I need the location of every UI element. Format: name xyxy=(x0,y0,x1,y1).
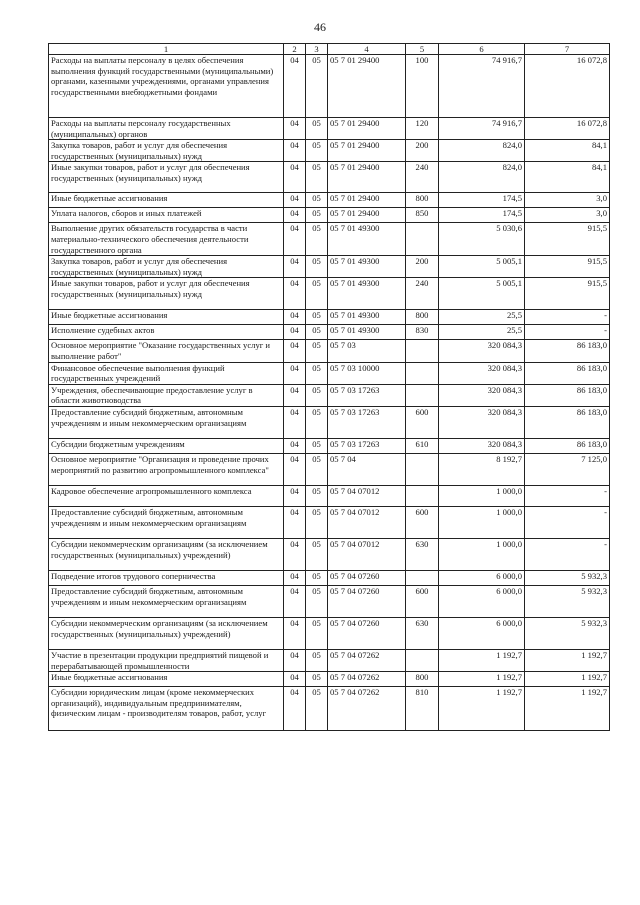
amount-plan-cell: 320 084,3 xyxy=(439,438,525,453)
expense-type-cell: 800 xyxy=(406,310,439,325)
table-row xyxy=(49,340,610,362)
expense-type-cell: 240 xyxy=(406,278,439,310)
table-row xyxy=(49,256,610,278)
target-article-cell: 05 7 04 07262 xyxy=(328,687,406,731)
row-name-cell: Исполнение судебных актов xyxy=(49,325,284,340)
table-row xyxy=(49,55,610,118)
section-code-cell: 04 xyxy=(284,362,306,384)
row-name-cell: Предоставление субсидий бюджетным, автономным учреждениям и иным некоммерческим организациям xyxy=(49,585,284,617)
row-name-cell: Иные бюджетные ассигнования xyxy=(49,193,284,208)
section-code-cell: 04 xyxy=(284,570,306,585)
expense-type-cell xyxy=(406,485,439,506)
target-article-cell: 05 7 04 07262 xyxy=(328,649,406,671)
column-number-header: 3 xyxy=(306,44,328,55)
target-article-cell: 05 7 03 xyxy=(328,340,406,362)
amount-plan-cell: 320 084,3 xyxy=(439,384,525,406)
subsection-code-cell: 05 xyxy=(306,256,328,278)
amount-actual-cell: 7 125,0 xyxy=(525,453,610,485)
table-row xyxy=(49,193,610,208)
row-name-cell: Иные бюджетные ассигнования xyxy=(49,310,284,325)
table-row xyxy=(49,585,610,617)
subsection-code-cell: 05 xyxy=(306,406,328,438)
target-article-cell: 05 7 04 07260 xyxy=(328,617,406,649)
expense-type-cell: 830 xyxy=(406,325,439,340)
expense-type-cell: 200 xyxy=(406,140,439,162)
amount-plan-cell: 1 000,0 xyxy=(439,538,525,570)
section-code-cell: 04 xyxy=(284,453,306,485)
section-code-cell: 04 xyxy=(284,278,306,310)
target-article-cell: 05 7 01 49300 xyxy=(328,310,406,325)
table-row xyxy=(49,162,610,193)
amount-actual-cell: 5 932,3 xyxy=(525,570,610,585)
row-name-cell: Расходы на выплаты персоналу в целях обеспечения выполнения функций государственными (муниципальными) органами, казенными учреждениями, органами управления государственными внебюджетными фондами xyxy=(49,55,284,118)
expense-type-cell: 610 xyxy=(406,438,439,453)
amount-actual-cell: 86 183,0 xyxy=(525,406,610,438)
column-number-header: 4 xyxy=(328,44,406,55)
target-article-cell: 05 7 01 29400 xyxy=(328,208,406,223)
amount-actual-cell: 16 072,8 xyxy=(525,55,610,118)
subsection-code-cell: 05 xyxy=(306,193,328,208)
target-article-cell: 05 7 01 29400 xyxy=(328,140,406,162)
section-code-cell: 04 xyxy=(284,325,306,340)
subsection-code-cell: 05 xyxy=(306,585,328,617)
target-article-cell: 05 7 03 17263 xyxy=(328,438,406,453)
amount-actual-cell: 915,5 xyxy=(525,256,610,278)
table-row xyxy=(49,672,610,687)
target-article-cell: 05 7 01 49300 xyxy=(328,256,406,278)
subsection-code-cell: 05 xyxy=(306,162,328,193)
subsection-code-cell: 05 xyxy=(306,617,328,649)
table-row xyxy=(49,384,610,406)
section-code-cell: 04 xyxy=(284,55,306,118)
subsection-code-cell: 05 xyxy=(306,208,328,223)
row-name-cell: Подведение итогов трудового соперничества xyxy=(49,570,284,585)
amount-plan-cell: 25,5 xyxy=(439,310,525,325)
amount-plan-cell: 6 000,0 xyxy=(439,617,525,649)
target-article-cell: 05 7 04 07012 xyxy=(328,485,406,506)
target-article-cell: 05 7 03 17263 xyxy=(328,406,406,438)
target-article-cell: 05 7 04 07260 xyxy=(328,585,406,617)
row-name-cell: Выполнение других обязательств государства в части материально-технического обеспечения деятельности государственного органа xyxy=(49,223,284,256)
amount-actual-cell: - xyxy=(525,538,610,570)
expense-type-cell: 800 xyxy=(406,193,439,208)
expense-type-cell: 600 xyxy=(406,406,439,438)
row-name-cell: Субсидии некоммерческим организациям (за исключением государственных (муниципальных) учреждений) xyxy=(49,617,284,649)
amount-actual-cell: 5 932,3 xyxy=(525,617,610,649)
column-number-row xyxy=(49,44,610,55)
row-name-cell: Иные бюджетные ассигнования xyxy=(49,672,284,687)
subsection-code-cell: 05 xyxy=(306,278,328,310)
row-name-cell: Закупка товаров, работ и услуг для обеспечения государственных (муниципальных) нужд xyxy=(49,256,284,278)
subsection-code-cell: 05 xyxy=(306,340,328,362)
section-code-cell: 04 xyxy=(284,672,306,687)
amount-actual-cell: 915,5 xyxy=(525,278,610,310)
amount-actual-cell: - xyxy=(525,310,610,325)
table-row xyxy=(49,278,610,310)
expense-type-cell: 240 xyxy=(406,162,439,193)
target-article-cell: 05 7 04 07262 xyxy=(328,672,406,687)
amount-plan-cell: 8 192,7 xyxy=(439,453,525,485)
target-article-cell: 05 7 01 29400 xyxy=(328,193,406,208)
section-code-cell: 04 xyxy=(284,506,306,538)
row-name-cell: Предоставление субсидий бюджетным, автономным учреждениям и иным некоммерческим организациям xyxy=(49,406,284,438)
target-article-cell: 05 7 03 10000 xyxy=(328,362,406,384)
amount-plan-cell: 5 005,1 xyxy=(439,256,525,278)
subsection-code-cell: 05 xyxy=(306,55,328,118)
table-row xyxy=(49,570,610,585)
row-name-cell: Закупка товаров, работ и услуг для обеспечения государственных (муниципальных) нужд xyxy=(49,140,284,162)
amount-plan-cell: 5 030,6 xyxy=(439,223,525,256)
section-code-cell: 04 xyxy=(284,118,306,140)
expense-type-cell xyxy=(406,453,439,485)
table-row xyxy=(49,310,610,325)
amount-plan-cell: 6 000,0 xyxy=(439,570,525,585)
table-row xyxy=(49,649,610,671)
table-row xyxy=(49,362,610,384)
row-name-cell: Кадровое обеспечение агропромышленного комплекса xyxy=(49,485,284,506)
expense-type-cell xyxy=(406,340,439,362)
expense-type-cell: 600 xyxy=(406,585,439,617)
row-name-cell: Учреждения, обеспечивающие предоставление услуг в области животноводства xyxy=(49,384,284,406)
column-number-header: 6 xyxy=(439,44,525,55)
target-article-cell: 05 7 01 49300 xyxy=(328,223,406,256)
row-name-cell: Иные закупки товаров, работ и услуг для обеспечения государственных (муниципальных) нужд xyxy=(49,162,284,193)
subsection-code-cell: 05 xyxy=(306,687,328,731)
target-article-cell: 05 7 01 29400 xyxy=(328,162,406,193)
amount-actual-cell: - xyxy=(525,506,610,538)
row-name-cell: Уплата налогов, сборов и иных платежей xyxy=(49,208,284,223)
subsection-code-cell: 05 xyxy=(306,362,328,384)
subsection-code-cell: 05 xyxy=(306,453,328,485)
budget-table xyxy=(48,43,610,731)
table-row xyxy=(49,406,610,438)
amount-plan-cell: 1 000,0 xyxy=(439,506,525,538)
table-row xyxy=(49,687,610,731)
section-code-cell: 04 xyxy=(284,162,306,193)
expense-type-cell: 120 xyxy=(406,118,439,140)
table-row xyxy=(49,506,610,538)
target-article-cell: 05 7 04 07012 xyxy=(328,538,406,570)
subsection-code-cell: 05 xyxy=(306,506,328,538)
target-article-cell: 05 7 01 29400 xyxy=(328,118,406,140)
expense-type-cell: 100 xyxy=(406,55,439,118)
section-code-cell: 04 xyxy=(284,223,306,256)
expense-type-cell xyxy=(406,223,439,256)
table-row xyxy=(49,140,610,162)
amount-actual-cell: 915,5 xyxy=(525,223,610,256)
section-code-cell: 04 xyxy=(284,617,306,649)
section-code-cell: 04 xyxy=(284,340,306,362)
row-name-cell: Основное мероприятие "Оказание государственных услуг и выполнение работ" xyxy=(49,340,284,362)
table-row xyxy=(49,538,610,570)
amount-actual-cell: - xyxy=(525,485,610,506)
amount-actual-cell: 1 192,7 xyxy=(525,687,610,731)
section-code-cell: 04 xyxy=(284,687,306,731)
section-code-cell: 04 xyxy=(284,193,306,208)
amount-plan-cell: 1 000,0 xyxy=(439,485,525,506)
column-number-header: 2 xyxy=(284,44,306,55)
column-number-header: 7 xyxy=(525,44,610,55)
expense-type-cell xyxy=(406,362,439,384)
row-name-cell: Субсидии бюджетным учреждениям xyxy=(49,438,284,453)
section-code-cell: 04 xyxy=(284,256,306,278)
page-number: 46 xyxy=(314,20,326,34)
expense-type-cell: 810 xyxy=(406,687,439,731)
subsection-code-cell: 05 xyxy=(306,570,328,585)
section-code-cell: 04 xyxy=(284,384,306,406)
table-row xyxy=(49,453,610,485)
target-article-cell: 05 7 04 xyxy=(328,453,406,485)
amount-actual-cell: 84,1 xyxy=(525,140,610,162)
table-body xyxy=(49,55,610,731)
subsection-code-cell: 05 xyxy=(306,223,328,256)
section-code-cell: 04 xyxy=(284,310,306,325)
row-name-cell: Расходы на выплаты персоналу государственных (муниципальных) органов xyxy=(49,118,284,140)
table-row xyxy=(49,118,610,140)
expense-type-cell: 850 xyxy=(406,208,439,223)
column-number-header: 1 xyxy=(49,44,284,55)
section-code-cell: 04 xyxy=(284,485,306,506)
subsection-code-cell: 05 xyxy=(306,325,328,340)
amount-plan-cell: 25,5 xyxy=(439,325,525,340)
section-code-cell: 04 xyxy=(284,406,306,438)
amount-actual-cell: 84,1 xyxy=(525,162,610,193)
expense-type-cell: 600 xyxy=(406,506,439,538)
subsection-code-cell: 05 xyxy=(306,310,328,325)
amount-actual-cell: 86 183,0 xyxy=(525,340,610,362)
section-code-cell: 04 xyxy=(284,538,306,570)
amount-plan-cell: 5 005,1 xyxy=(439,278,525,310)
amount-actual-cell: 16 072,8 xyxy=(525,118,610,140)
amount-plan-cell: 6 000,0 xyxy=(439,585,525,617)
amount-actual-cell: 1 192,7 xyxy=(525,649,610,671)
amount-plan-cell: 74 916,7 xyxy=(439,55,525,118)
target-article-cell: 05 7 01 49300 xyxy=(328,325,406,340)
section-code-cell: 04 xyxy=(284,649,306,671)
table-row xyxy=(49,438,610,453)
expense-type-cell: 800 xyxy=(406,672,439,687)
amount-plan-cell: 824,0 xyxy=(439,140,525,162)
expense-type-cell: 200 xyxy=(406,256,439,278)
amount-actual-cell: 3,0 xyxy=(525,193,610,208)
target-article-cell: 05 7 04 07012 xyxy=(328,506,406,538)
expense-type-cell: 630 xyxy=(406,538,439,570)
amount-plan-cell: 1 192,7 xyxy=(439,687,525,731)
expense-type-cell xyxy=(406,570,439,585)
amount-plan-cell: 174,5 xyxy=(439,208,525,223)
amount-actual-cell: 86 183,0 xyxy=(525,384,610,406)
amount-plan-cell: 320 084,3 xyxy=(439,362,525,384)
expense-type-cell xyxy=(406,384,439,406)
target-article-cell: 05 7 03 17263 xyxy=(328,384,406,406)
row-name-cell: Предоставление субсидий бюджетным, автономным учреждениям и иным некоммерческим организациям xyxy=(49,506,284,538)
table-row xyxy=(49,617,610,649)
amount-plan-cell: 824,0 xyxy=(439,162,525,193)
row-name-cell: Финансовое обеспечение выполнения функций государственных учреждений xyxy=(49,362,284,384)
table-row xyxy=(49,208,610,223)
row-name-cell: Основное мероприятие "Организация и проведение прочих мероприятий по развитию агропромышленного комплекса" xyxy=(49,453,284,485)
subsection-code-cell: 05 xyxy=(306,538,328,570)
subsection-code-cell: 05 xyxy=(306,649,328,671)
target-article-cell: 05 7 01 29400 xyxy=(328,55,406,118)
subsection-code-cell: 05 xyxy=(306,485,328,506)
row-name-cell: Субсидии юридическим лицам (кроме некоммерческих организаций), индивидуальным предпринимателям, физическим лицам - производителям товаров, работ, услуг xyxy=(49,687,284,731)
amount-plan-cell: 320 084,3 xyxy=(439,406,525,438)
table-row xyxy=(49,325,610,340)
amount-actual-cell: 86 183,0 xyxy=(525,438,610,453)
amount-actual-cell: - xyxy=(525,325,610,340)
row-name-cell: Иные закупки товаров, работ и услуг для обеспечения государственных (муниципальных) нужд xyxy=(49,278,284,310)
expense-type-cell xyxy=(406,649,439,671)
table-row xyxy=(49,223,610,256)
amount-plan-cell: 320 084,3 xyxy=(439,340,525,362)
section-code-cell: 04 xyxy=(284,208,306,223)
amount-actual-cell: 86 183,0 xyxy=(525,362,610,384)
amount-plan-cell: 1 192,7 xyxy=(439,672,525,687)
table-row xyxy=(49,485,610,506)
amount-actual-cell: 5 932,3 xyxy=(525,585,610,617)
subsection-code-cell: 05 xyxy=(306,140,328,162)
row-name-cell: Субсидии некоммерческим организациям (за исключением государственных (муниципальных) учреждений) xyxy=(49,538,284,570)
amount-actual-cell: 3,0 xyxy=(525,208,610,223)
section-code-cell: 04 xyxy=(284,140,306,162)
row-name-cell: Участие в презентации продукции предприятий пищевой и перерабатывающей промышленности xyxy=(49,649,284,671)
target-article-cell: 05 7 04 07260 xyxy=(328,570,406,585)
amount-actual-cell: 1 192,7 xyxy=(525,672,610,687)
subsection-code-cell: 05 xyxy=(306,118,328,140)
subsection-code-cell: 05 xyxy=(306,438,328,453)
subsection-code-cell: 05 xyxy=(306,384,328,406)
column-number-header: 5 xyxy=(406,44,439,55)
amount-plan-cell: 74 916,7 xyxy=(439,118,525,140)
amount-plan-cell: 1 192,7 xyxy=(439,649,525,671)
amount-plan-cell: 174,5 xyxy=(439,193,525,208)
expense-type-cell: 630 xyxy=(406,617,439,649)
section-code-cell: 04 xyxy=(284,438,306,453)
section-code-cell: 04 xyxy=(284,585,306,617)
target-article-cell: 05 7 01 49300 xyxy=(328,278,406,310)
subsection-code-cell: 05 xyxy=(306,672,328,687)
